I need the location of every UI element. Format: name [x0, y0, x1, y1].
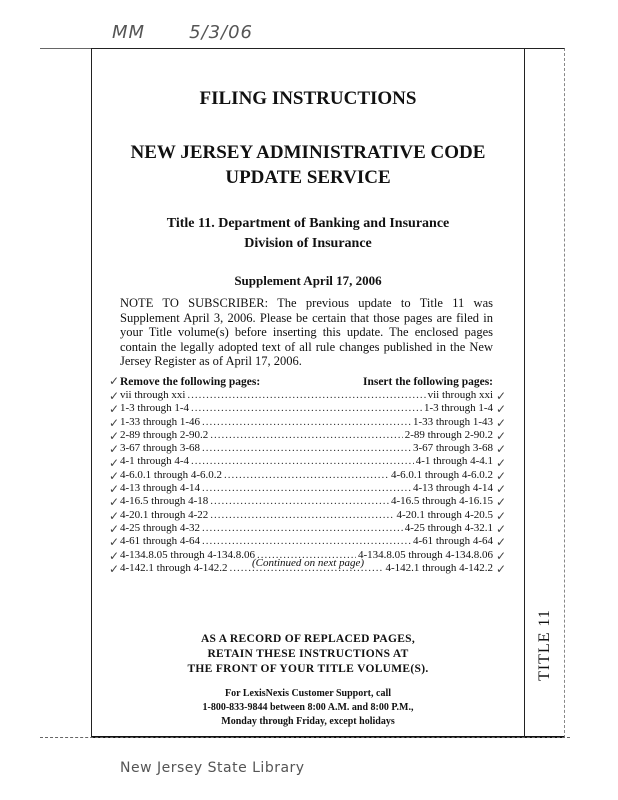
remove-pages: vii through xxi: [120, 389, 186, 401]
table-row: [120, 416, 493, 429]
check-mark-icon: ✓: [109, 374, 120, 388]
check-mark-icon: ✓: [496, 535, 507, 550]
remove-pages: 4-142.1 through 4-142.2: [120, 561, 228, 574]
insert-pages: 2-89 through 2-90.2: [404, 428, 493, 441]
table-row: [120, 402, 493, 415]
check-mark-icon: ✓: [109, 495, 120, 510]
remove-pages: 4-134.8.05 through 4-134.8.06: [120, 548, 256, 561]
insert-pages: 1-33 through 1-43: [412, 415, 493, 428]
dot-leader: [202, 535, 411, 548]
dot-leader: [210, 429, 402, 442]
handwritten-initials: MM: [112, 22, 146, 43]
remove-pages: 4-6.0.1 through 4-6.0.2: [120, 468, 223, 481]
check-mark-icon: ✓: [109, 535, 120, 550]
dot-leader: [202, 522, 403, 535]
support-line1: For LexisNexis Customer Support, call: [224, 688, 391, 699]
insert-pages: 4-20.1 through 4-20.5: [396, 508, 493, 521]
dot-leader: [202, 442, 411, 455]
table-row: [120, 429, 493, 442]
remove-pages: 1-3 through 1-4: [120, 402, 190, 415]
dot-leader: [191, 455, 414, 468]
dot-leader: [202, 416, 411, 429]
check-mark-icon: ✓: [109, 442, 120, 457]
insert-header: Insert the following pages:: [362, 376, 493, 388]
record-line3: THE FRONT OF YOUR TITLE VOLUME(S).: [187, 663, 429, 675]
insert-pages: 3-67 through 3-68: [412, 442, 493, 455]
check-mark-icon: ✓: [496, 482, 507, 497]
handwritten-date: 5/3/06: [189, 22, 253, 43]
check-mark-icon: ✓: [109, 455, 120, 470]
page-replacement-list: [120, 375, 493, 575]
check-mark-icon: ✓: [496, 415, 507, 430]
customer-support: [91, 687, 525, 729]
page-title: FILING INSTRUCTIONS: [199, 88, 417, 109]
insert-pages: 4-134.8.05 through 4-134.8.06: [357, 548, 493, 561]
department-heading: [91, 214, 525, 254]
insert-pages: 4-61 through 4-64: [412, 535, 493, 548]
remove-pages: 4-25 through 4-32: [120, 521, 201, 534]
table-row: [120, 509, 493, 522]
table-row: [120, 455, 493, 468]
handwritten-annotation: [112, 22, 297, 43]
table-row: [120, 495, 493, 508]
title-tab: [520, 600, 570, 690]
table-row: [120, 482, 493, 495]
remove-pages: 3-67 through 3-68: [120, 442, 201, 455]
check-mark-icon: ✓: [496, 428, 507, 443]
remove-header: Remove the following pages:: [120, 376, 261, 388]
remove-pages: 2-89 through 2-90.2: [120, 428, 209, 441]
record-line2: RETAIN THESE INSTRUCTIONS AT: [207, 648, 409, 660]
check-mark-icon: ✓: [109, 482, 120, 497]
check-mark-icon: ✓: [109, 522, 120, 536]
insert-pages: 1-3 through 1-4: [423, 402, 493, 415]
code-title: [91, 140, 525, 190]
check-mark-icon: ✓: [109, 548, 120, 563]
check-mark-icon: ✓: [109, 561, 120, 576]
dot-leader: [224, 469, 389, 482]
department-title: Title 11. Department of Banking and Insurance: [166, 216, 450, 231]
table-row: [120, 389, 493, 402]
check-mark-icon: ✓: [496, 402, 507, 417]
insert-pages: 4-25 through 4-32.1: [404, 521, 493, 534]
insert-pages: 4-1 through 4-4.1: [415, 455, 493, 468]
insert-pages: 4-16.5 through 4-16.15: [390, 495, 493, 508]
insert-pages: 4-6.0.1 through 4-6.0.2: [390, 468, 493, 481]
library-stamp: New Jersey State Library: [120, 760, 305, 776]
title-tab-label: TITLE 11: [536, 609, 553, 681]
list-header: [120, 375, 493, 389]
table-row: [120, 469, 493, 482]
dot-leader: [202, 482, 411, 495]
check-mark-icon: ✓: [496, 548, 507, 563]
table-row: [120, 535, 493, 548]
dot-leader: [210, 495, 389, 508]
insert-pages: 4-142.1 through 4-142.2: [385, 561, 493, 574]
check-mark-icon: ✓: [496, 561, 507, 576]
check-mark-icon: ✓: [109, 402, 120, 417]
remove-pages: 4-13 through 4-14: [120, 482, 201, 495]
support-line3: Monday through Friday, except holidays: [221, 716, 395, 727]
record-line1: AS A RECORD OF REPLACED PAGES,: [200, 633, 416, 645]
check-mark-icon: ✓: [496, 455, 507, 470]
supplement-date: Supplement April 17, 2006: [234, 273, 382, 288]
check-mark-icon: ✓: [109, 508, 120, 523]
dot-leader: [191, 402, 422, 415]
check-mark-icon: ✓: [496, 442, 507, 457]
check-mark-icon: ✓: [109, 468, 120, 483]
code-title-line1: NEW JERSEY ADMINISTRATIVE CODE: [130, 142, 486, 163]
division-title: Division of Insurance: [244, 236, 372, 251]
check-mark-icon: ✓: [496, 468, 507, 483]
support-line2: 1-800-833-9844 between 8:00 A.M. and 8:00 P.M.,: [202, 702, 414, 713]
check-mark-icon: ✓: [496, 495, 507, 510]
list-rows: [120, 389, 493, 575]
insert-pages: vii through xxi: [427, 389, 493, 401]
table-row: [120, 442, 493, 455]
check-mark-icon: ✓: [109, 428, 120, 443]
dot-leader: [187, 389, 425, 402]
check-mark-icon: ✓: [496, 522, 507, 536]
bottom-rule: [40, 737, 570, 738]
insert-pages: 4-13 through 4-14: [412, 482, 493, 495]
table-row: [120, 522, 493, 535]
check-mark-icon: ✓: [109, 415, 120, 430]
subscriber-note: NOTE TO SUBSCRIBER: The previous update to Title 11 was Supplement April 3, 2006. Please be certain that those pages are filed in your Title volume(s) before inserting this update. The enclosed pages contain the legally adopted text of all rule changes published in the New Jersey Register as of April 17, 2006.: [120, 296, 493, 368]
dot-leader: [210, 509, 394, 522]
remove-pages: 1-33 through 1-46: [120, 415, 201, 428]
top-rule: [40, 48, 92, 49]
check-mark-icon: ✓: [496, 508, 507, 523]
remove-pages: 4-20.1 through 4-22: [120, 508, 209, 521]
continued-note: (Continued on next page): [251, 557, 365, 569]
check-mark-icon: ✓: [109, 389, 120, 403]
check-mark-icon: ✓: [496, 389, 507, 403]
remove-pages: 4-61 through 4-64: [120, 535, 201, 548]
remove-pages: 4-16.5 through 4-18: [120, 495, 209, 508]
record-instructions: [91, 632, 525, 677]
remove-pages: 4-1 through 4-4: [120, 455, 190, 468]
code-title-line2: UPDATE SERVICE: [225, 167, 391, 188]
